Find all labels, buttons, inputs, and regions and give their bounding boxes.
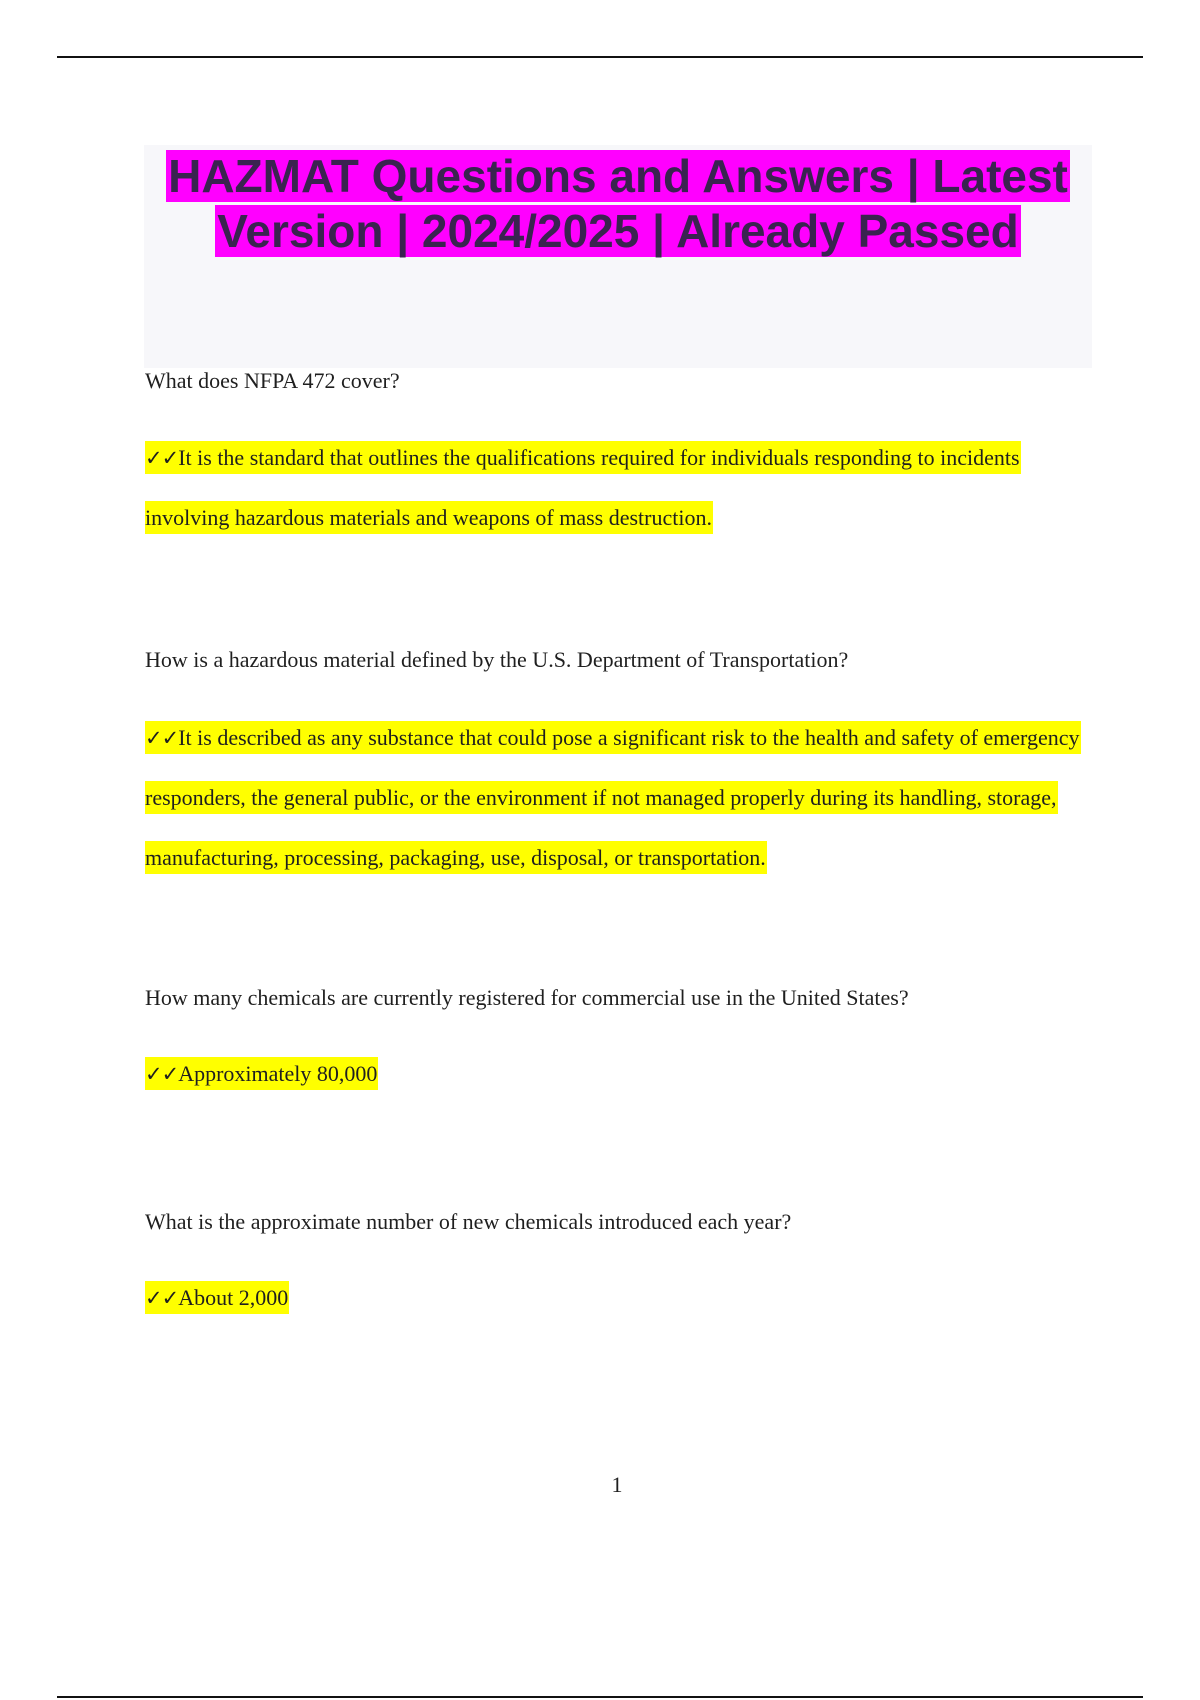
- answer-body: It is the standard that outlines the qualifications required for individuals responding to incidents involving hazardous materials and weapons of mass destruction.: [145, 445, 1020, 530]
- qa-item-3: [145, 985, 1085, 1089]
- question-text: How is a hazardous material defined by the U.S. Department of Transportation?: [145, 647, 849, 672]
- answer-body: Approximately 80,000: [178, 1061, 378, 1086]
- top-rule: [57, 56, 1143, 58]
- answer-text: [145, 1059, 1085, 1089]
- double-check-icon: ✓✓: [145, 446, 179, 470]
- double-check-icon: ✓✓: [145, 726, 179, 750]
- title-panel: [144, 145, 1092, 368]
- question-text: What does NFPA 472 cover?: [145, 368, 400, 393]
- document-title: [144, 145, 1092, 259]
- answer-highlight: [145, 1057, 378, 1090]
- answer-body: It is described as any substance that could pose a significant risk to the health and safety of emergency responders, the general public, or the environment if not managed properly during its handling, storage, manufacturing, processing, packaging, use, disposal, or transportation.: [145, 725, 1080, 870]
- answer-highlight: [145, 441, 1021, 534]
- bottom-rule: [57, 1696, 1143, 1698]
- answer-text: [145, 428, 1085, 548]
- qa-item-2: [145, 647, 1085, 888]
- page-number: 1: [611, 1472, 623, 1497]
- question-text: What is the approximate number of new chemicals introduced each year?: [145, 1209, 792, 1234]
- answer-text: [145, 708, 1085, 888]
- answer-highlight: [145, 1281, 289, 1314]
- answer-text: [145, 1283, 1085, 1313]
- title-highlight: HAZMAT Questions and Answers | Latest Version | 2024/2025 | Already Passed: [168, 150, 1068, 257]
- answer-highlight: [145, 721, 1081, 874]
- qa-item-4: [145, 1209, 1085, 1313]
- qa-item-1: [145, 368, 1085, 548]
- double-check-icon: ✓✓: [145, 1286, 179, 1310]
- double-check-icon: ✓✓: [145, 1062, 179, 1086]
- answer-body: About 2,000: [178, 1285, 289, 1310]
- question-text: How many chemicals are currently registered for commercial use in the United States?: [145, 985, 909, 1010]
